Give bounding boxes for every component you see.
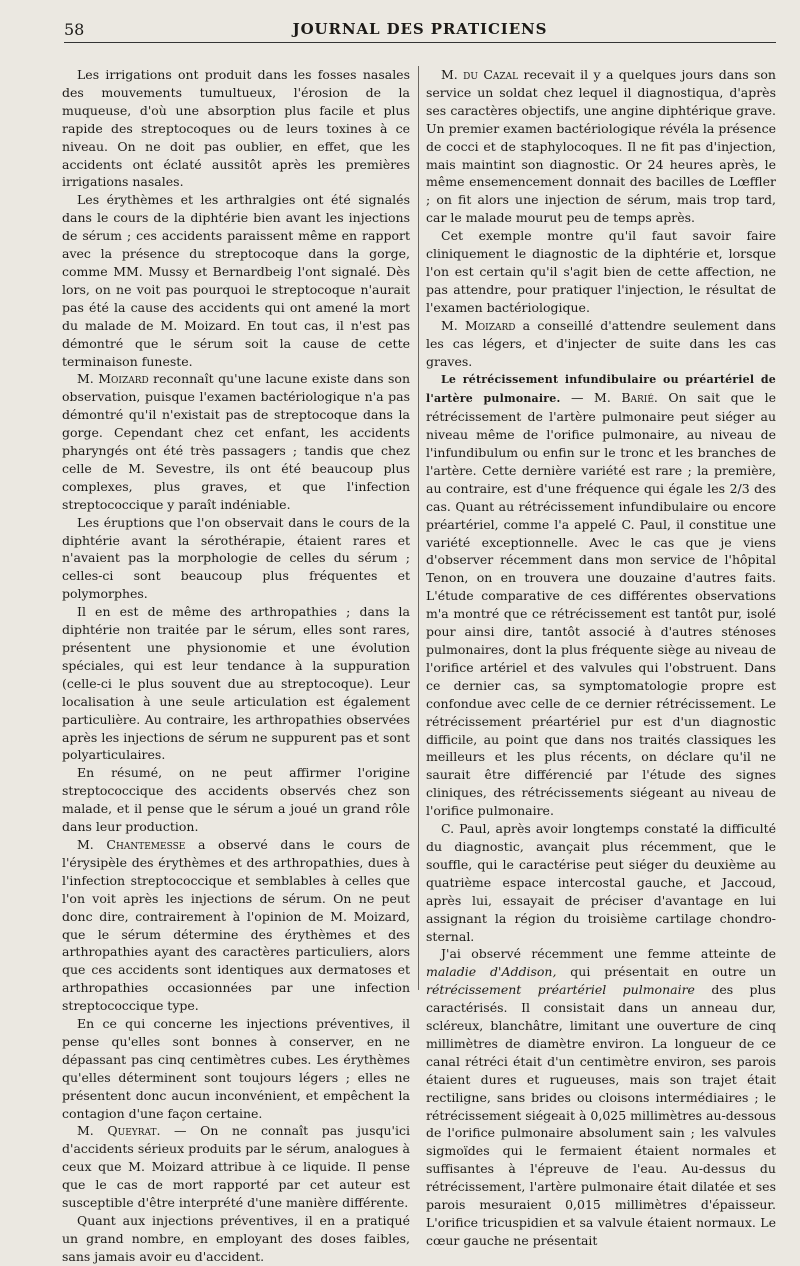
- italic-term: maladie d'Addison,: [426, 964, 557, 980]
- paragraph: [426, 370, 776, 820]
- paragraph-text: C. Paul, après avoir longtemps constaté la difficulté du diagnostic, avançait plus récemment, que le souffle, qui le caractérise peut siéger du deuxième au quatrième espace intercostal gauche, et Jaccoud, après lui, essayait de préciser d'avantage en lui assignant la région du troisième cartilage chondro-sternal.: [426, 821, 776, 944]
- paragraph: [62, 1212, 410, 1266]
- paragraph-text: Les irrigations ont produit dans les fosses nasales des mouvements tumultueux, l'érosion de la muqueuse, d'où une absorption plus facile et plus rapide des streptocoques ou de leurs toxines à ce niveau. On ne doit pas oublier, en effet, que les accidents ont éclaté aussitôt après les premières irrigations nasales.: [62, 67, 410, 190]
- paragraph-text: En ce qui concerne les injections préventives, il pense qu'elles sont bonnes à conserver, en ne dépassant pas cinq centimètres cubes. Les érythèmes qu'elles déterminent sont toujours légers ; elles ne présentent donc aucun inconvénient, et empêchent la contagion d'une façon certaine.: [62, 1016, 410, 1121]
- speaker-name: du Cazal: [463, 67, 519, 82]
- speaker-name: Queyrat.: [107, 1123, 161, 1139]
- paragraph-text: des plus caractérisés. Il consistait dans un anneau dur, scléreux, blanchâtre, limitant une ouverture de cinq millimètres de diamètre environ. La longueur de ce canal rétréci était d'un centimètre environ, ses parois étaient dures et rugueuses, mais son trajet était rectiligne, sans brides ou cloisons intermédiaires ; le rétrécissement siégeait à 0,025 millimètres au-dessous de l'orifice pulmonaire absolument sain ; les valvules sigmoïdes qui le fermaient étaient normales et suffisantes à l'épreuve de l'eau. Au-dessus du rétrécissement, l'artère pulmonaire était dilatée et ses parois mesuraient 0,015 millimètres d'épaisseur. L'orifice tricuspidien et sa valvule étaient normaux. Le cœur gauche ne présentait: [426, 982, 776, 1248]
- paragraph-text: qui présentait en outre un: [570, 964, 776, 980]
- paragraph-text: Les éruptions que l'on observait dans le cours de la diphtérie avant la sérothérapie, étaient rares et n'avaient pas la morphologie de celles du sérum ; celles-ci sont beaucoup plus fréquentes et polymorphes.: [62, 514, 410, 602]
- speaker-prefix: M.: [441, 67, 458, 82]
- paragraph: [426, 66, 776, 227]
- speaker-prefix: M.: [77, 836, 94, 852]
- paragraph: [62, 1122, 410, 1212]
- paragraph: [62, 764, 410, 836]
- header-rule: [64, 42, 776, 43]
- paragraph: [426, 227, 776, 317]
- paragraph-text: — On ne connaît pas jusqu'ici d'accidents sérieux produits par le sérum, analogues à ceux que M. Moizard attribue à ce liquide. Il pense que le cas de mort rapporté par cet auteur est susceptible d'être interprété d'une manière différente.: [62, 1123, 410, 1211]
- speaker-name: Chantemesse: [106, 836, 186, 852]
- paragraph: [62, 66, 410, 191]
- paragraph-text: En résumé, on ne peut affirmer l'origine streptococcique des accidents observés chez son malade, et il pense que le sérum a joué un grand rôle dans leur production.: [62, 765, 410, 835]
- paragraph: [62, 1015, 410, 1122]
- paragraph-text: J'ai observé récemment une femme atteinte de: [441, 946, 776, 962]
- paragraph-text: reconnaît qu'une lacune existe dans son observation, puisque l'examen bactériologique n'a pas démontré qu'il n'existait pas de streptocoque dans la gorge. Cependant chez cet enfant, les accidents pharyngés ont été très passagers ; tandis que chez celle de M. Sevestre, ils ont été beaucoup plus complexes, plus graves, et que l'infection streptococcique y paraît indéniable.: [62, 371, 410, 512]
- journal-title: JOURNAL DES PRATICIENS: [292, 20, 548, 38]
- paragraph-text: Il en est de même des arthropathies ; dans la diphtérie non traitée par le sérum, elles sont rares, présentent une physionomie et une évolution spéciales, qui est leur tendance à la suppuration (celle-ci le plus souvent due au streptocoque). Leur localisation à une seule articulation est également particulière. Au contraire, les arthropathies observées après les injections de sérum ne suppurent pas et sont polyarticulaires.: [62, 604, 410, 763]
- right-column: [426, 66, 776, 1248]
- speaker-prefix: M.: [441, 317, 458, 333]
- paragraph: [62, 603, 410, 764]
- paragraph-text: a conseillé d'attendre seulement dans les cas légers, et d'injecter de suite dans les cas graves.: [426, 317, 776, 369]
- paragraph: [62, 191, 410, 370]
- paragraph: [62, 836, 410, 1015]
- speaker-name: Barié.: [621, 390, 658, 406]
- paragraph-text: a observé dans le cours de l'érysipèle des érythèmes et des arthropathies, dues à l'infection streptococcique et semblables à celles que l'on voit après les injections de sérum. On ne peut donc dire, contrairement à l'opinion de M. Moizard, que le sérum détermine des érythèmes et des arthropathies ayant des caractères particuliers, alors que ces accidents sont identiques aux dermatoses et arthropathies occasionnées par une infection streptococcique type.: [62, 836, 410, 1014]
- paragraph: [426, 317, 776, 371]
- speaker-prefix: M.: [77, 371, 94, 387]
- italic-term: rétrécissement préartériel pulmonaire: [426, 982, 695, 998]
- paragraph-text: recevait il y a quelques jours dans son service un soldat chez lequel il diagnostiqua, d'après ses caractères objectifs, une angine diphtérique grave. Un premier examen bactériologique révéla la présence de cocci et de staphylocoques. Il ne fit pas d'injection, mais maintint son diagnostic. Or 24 heures après, le même ensemencement donnait des bacilles de Lœffler ; on fit alors une injection de sérum, mais trop tard, car le malade mourut peu de temps après.: [426, 67, 776, 226]
- paragraph-text: Cet exemple montre qu'il faut savoir faire cliniquement le diagnostic de la diphtérie et, lorsque l'on est certain qu'il s'agit bien de cette affection, ne pas attendre, pour pratiquer l'injection, le résultat de l'examen bactériologique.: [426, 228, 776, 315]
- paragraph: [426, 820, 776, 945]
- paragraph: [62, 370, 410, 513]
- paragraph-text: On sait que le rétrécissement de l'artère pulmonaire peut siéger au niveau même de l'orifice pulmonaire, au niveau de l'infundibulum ou enfin sur le tronc et les branches de l'artère. Cette dernière variété est rare ; la première, au contraire, est d'une fréquence qui égale les 2/3 des cas. Quant au rétrécissement infundibulaire ou encore préartériel, comme l'a appelé C. Paul, il constitue une variété exceptionnelle. Avec le cas que je viens d'observer récemment dans mon service de l'hôpital Tenon, on en trouvera une douzaine d'autres faits. L'étude comparative de ces différentes observations m'a montré que ce rétrécissement est tantôt pur, isolé pour ainsi dire, tantôt associé à d'autres sténoses pulmonaires, dont la plus fréquente siège au niveau de l'orifice artériel et des valvules qui l'obstruent. Dans ce dernier cas, sa symptomatologie propre est confondue avec celle de ce dernier rétrécissement. Le rétrécissement préartériel pur est d'un diagnostic difficile, au point que dans nos traités classiques les meilleurs et les plus récents, on déclare qu'il ne saurait être différencié par l'étude des signes cliniques, des rétrécissements siégeant au niveau de l'orifice pulmonaire.: [426, 390, 776, 819]
- section-heading: Le rétrécissement infundibulaire ou préartériel de l'artère pulmonaire.: [426, 373, 776, 406]
- speaker-prefix: M.: [77, 1123, 94, 1139]
- paragraph-text: Quant aux injections préventives, il en a pratiqué un grand nombre, en employant des doses faibles, sans jamais avoir eu d'accident.: [62, 1213, 410, 1264]
- speaker-prefix: — M.: [571, 390, 611, 406]
- speaker-name: Moizard: [464, 317, 516, 333]
- paragraph: [62, 514, 410, 604]
- paragraph-text: Les érythèmes et les arthralgies ont été signalés dans le cours de la diphtérie bien avant les injections de sérum ; ces accidents paraissent même en rapport avec la présence du streptocoque dans la gorge, comme MM. Mussy et Bernardbeig l'ont signalé. Dès lors, on ne voit pas pourquoi le streptocoque n'aurait pas été la cause des accidents qui ont amené la mort du malade de M. Moizard. En tout cas, il n'est pas démontré que le sérum soit la cause de cette terminaison funeste.: [62, 192, 410, 369]
- page-header: [64, 18, 776, 42]
- left-column: [62, 66, 410, 1264]
- column-divider: [418, 66, 419, 990]
- speaker-name: Moizard: [98, 371, 149, 387]
- page-number: 58: [64, 20, 85, 39]
- paragraph: [426, 945, 776, 1249]
